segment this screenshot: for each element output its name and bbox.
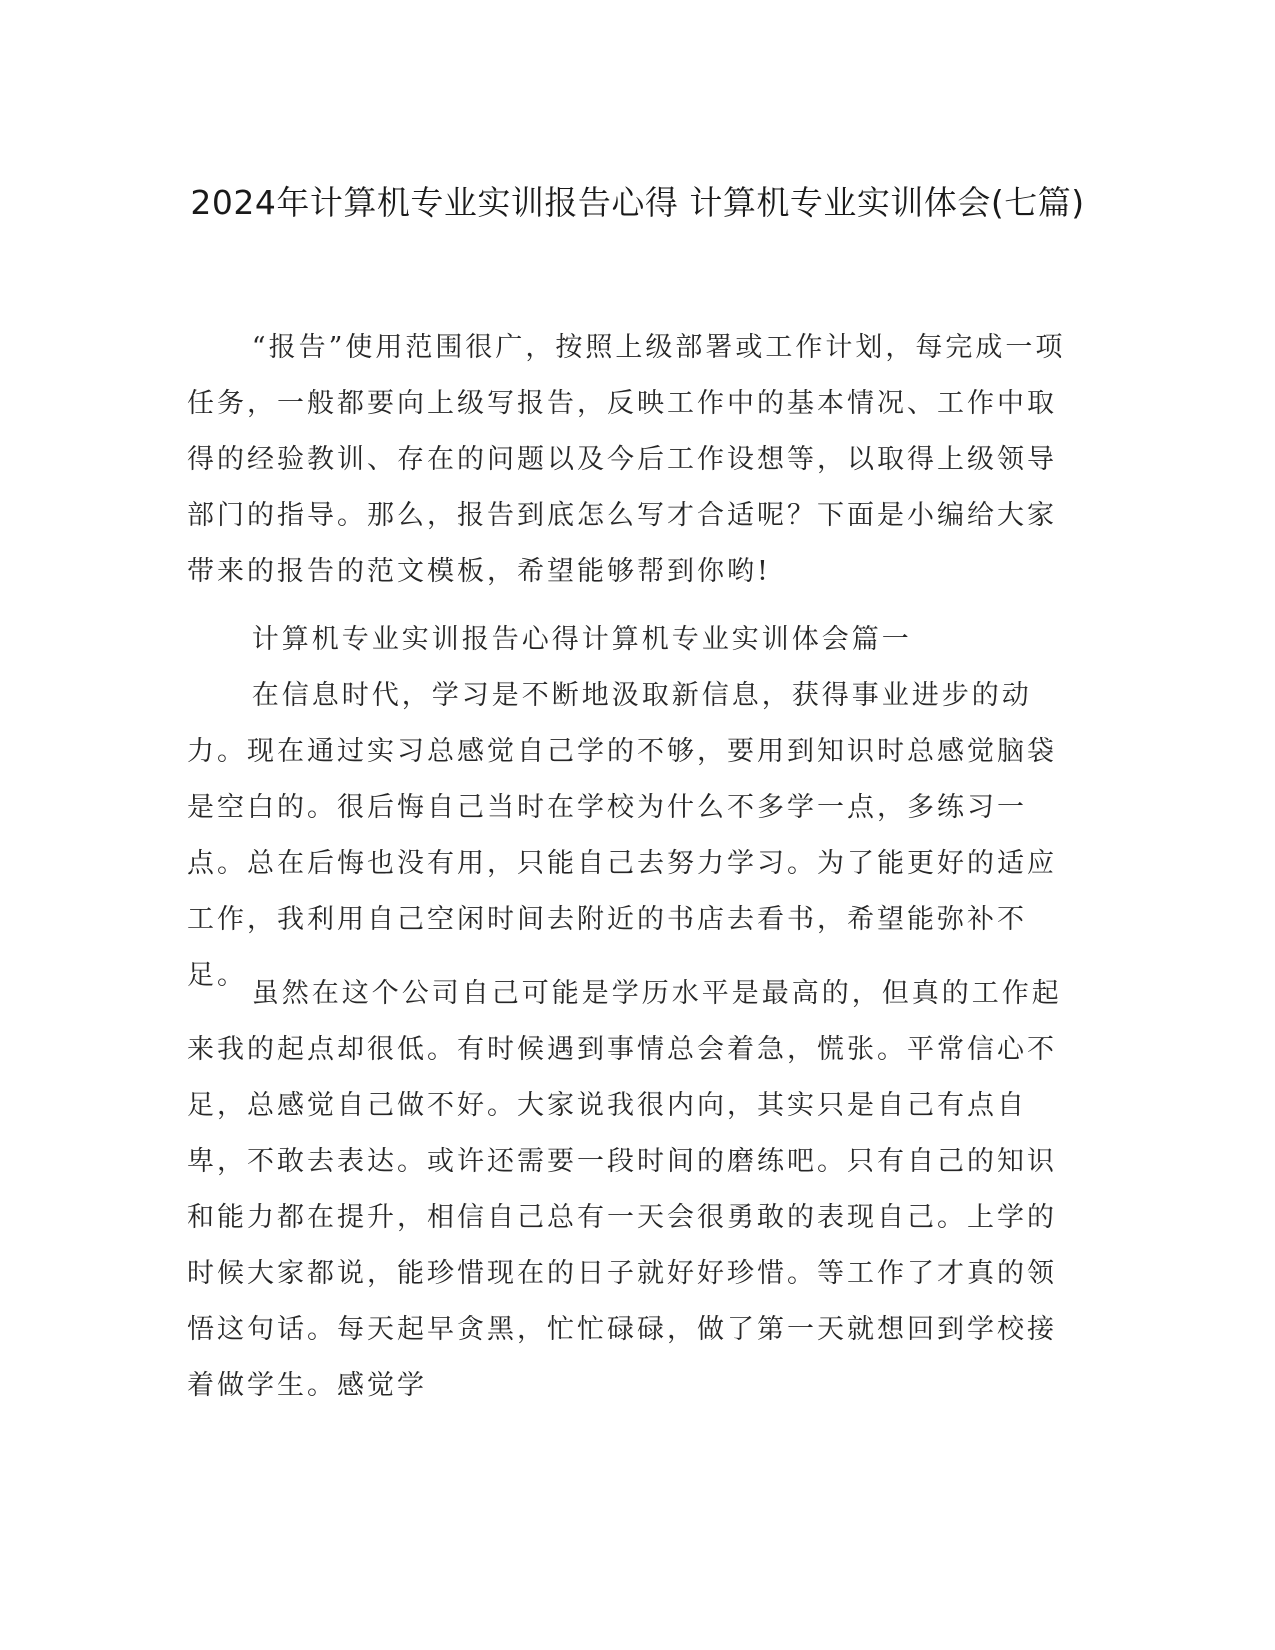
body-paragraph-block-2: [187, 966, 1067, 1414]
body-paragraph: 在信息时代，学习是不断地汲取新信息，获得事业进步的动力。现在通过实习总感觉自己学的不够，要用到知识时总感觉脑袋是空白的。很后悔自己当时在学校为什么不多学一点，多练习一点。总在后悔也没有用，只能自己去努力学习。为了能更好的适应工作，我利用自己空闲时间去附近的书店去看书，希望能弥补不足。: [187, 680, 1057, 991]
intro-paragraph: “报告”使用范围很广，按照上级部署或工作计划，每完成一项任务，一般都要向上级写报告，反映工作中的基本情况、工作中取得的经验教训、存在的问题以及今后工作设想等，以取得上级领导部门的指导。那么，报告到底怎么写才合适呢？下面是小编给大家带来的报告的范文模板，希望能够帮到你哟!: [187, 332, 1066, 587]
section-heading-block: [187, 612, 1067, 668]
document-title: 2024年计算机专业实训报告心得 计算机专业实训体会(七篇): [190, 183, 1085, 222]
intro-block: [187, 320, 1067, 600]
body-paragraph: 虽然在这个公司自己可能是学历水平是最高的，但真的工作起来我的起点却很低。有时候遇到事情总会着急，慌张。平常信心不足，总感觉自己做不好。大家说我很内向，其实只是自己有点自卑，不敢去表达。或许还需要一段时间的磨练吧。只有自己的知识和能力都在提升，相信自己总有一天会很勇敢的表现自己。上学的时候大家都说，能珍惜现在的日子就好好珍惜。等工作了才真的领悟这句话。每天起早贪黑，忙忙碌碌，做了第一天就想回到学校接着做学生。感觉学: [187, 978, 1062, 1401]
section-heading: 计算机专业实训报告心得计算机专业实训体会篇一: [251, 624, 912, 655]
body-paragraph-block-1: [187, 668, 1067, 1004]
